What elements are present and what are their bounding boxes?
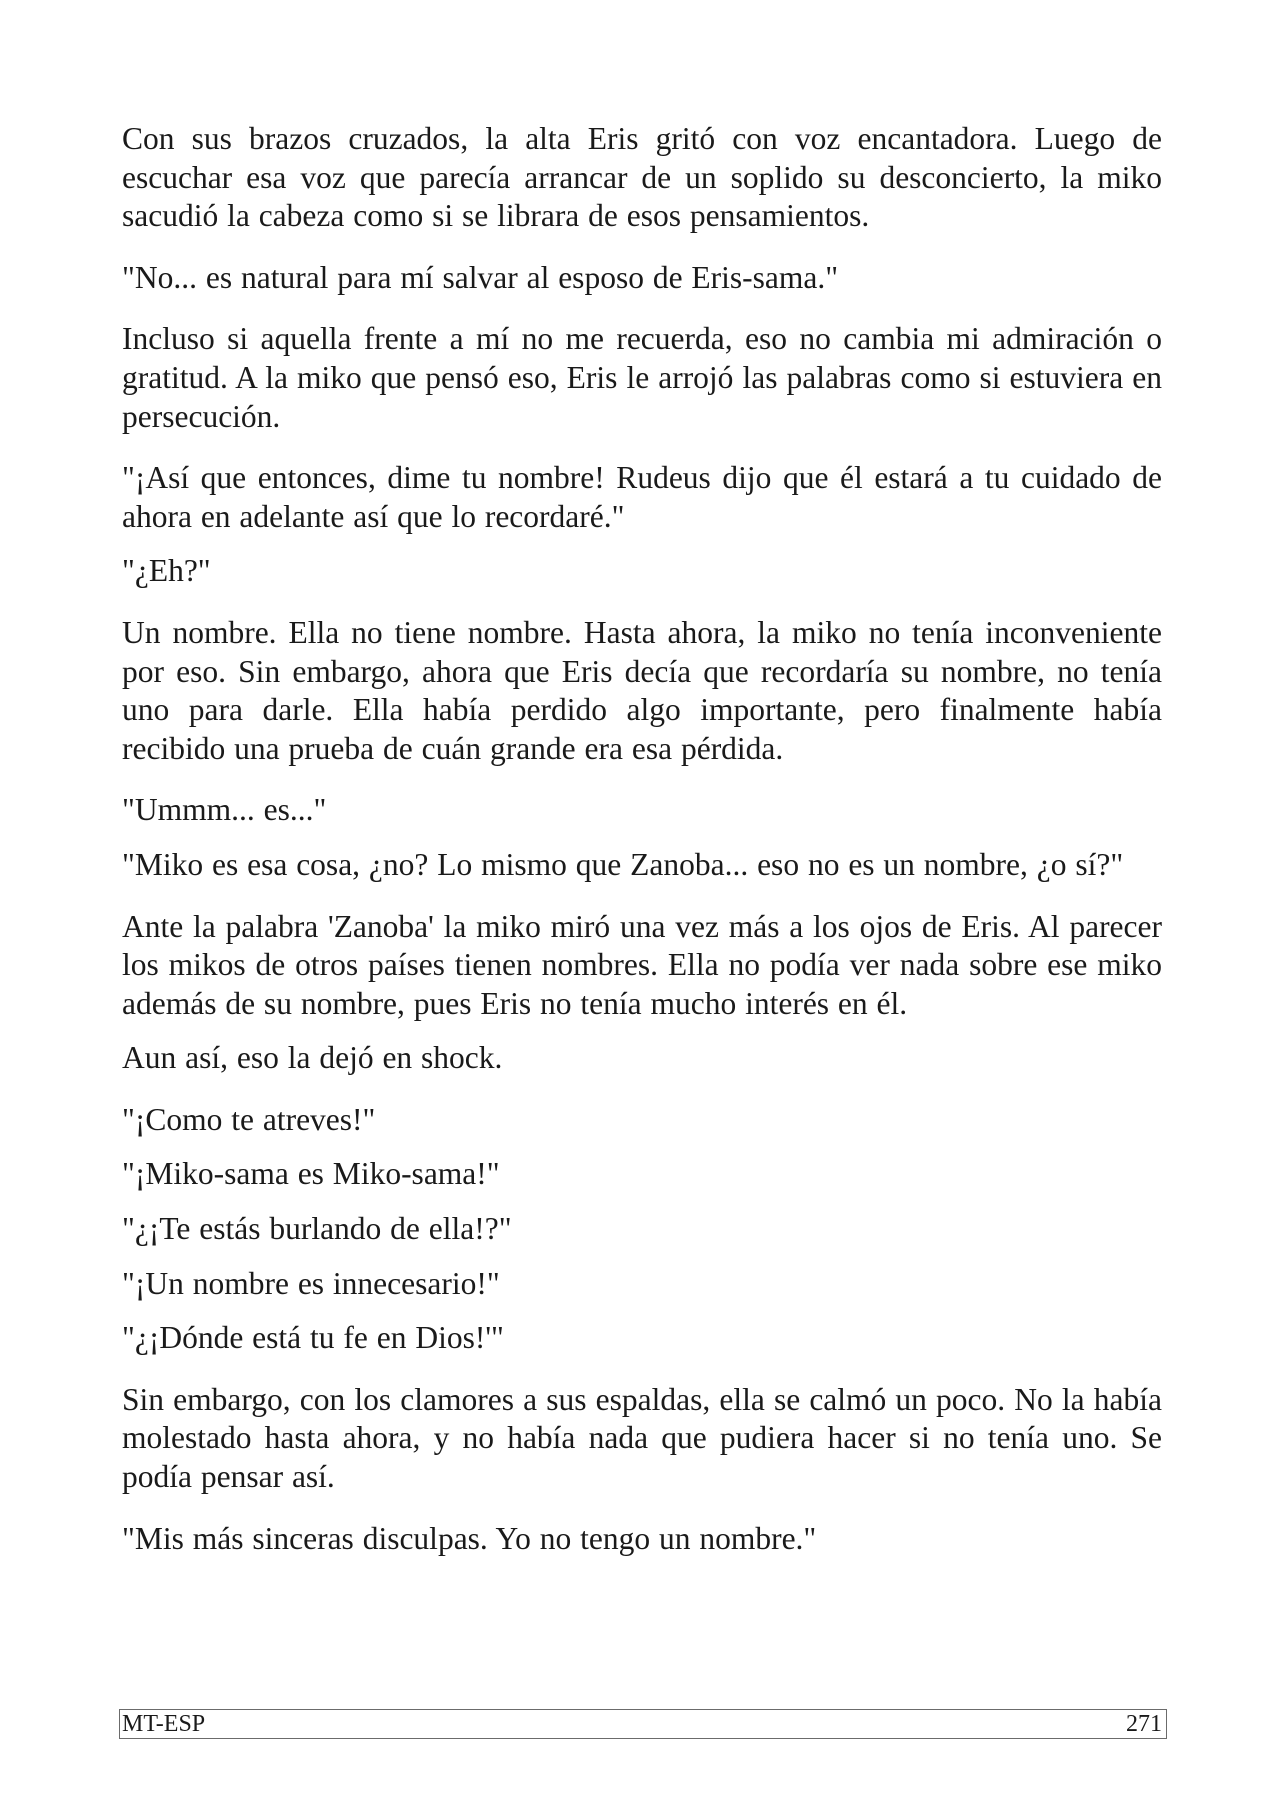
- paragraph-6: Un nombre. Ella no tiene nombre. Hasta ahora, la miko no tenía inconveniente por eso. Sin embargo, ahora que Eris decía que recordaría su nombre, no tenía uno para darle. Ella había perdido algo importante, pero finalmente había recibido una prueba de cuán grande era esa pérdida.: [122, 614, 1162, 766]
- paragraph-13: "¿¡Te estás burlando de ella!?": [122, 1211, 512, 1247]
- paragraph-8: "Miko es esa cosa, ¿no? Lo mismo que Zanoba... eso no es un nombre, ¿o sí?": [122, 846, 1124, 882]
- paragraph-4: "¡Así que entonces, dime tu nombre! Rudeus dijo que él estará a tu cuidado de ahora en adelante así que lo recordaré.": [122, 460, 1162, 534]
- paragraph-12: "¡Miko-sama es Miko-sama!": [122, 1156, 500, 1192]
- page-footer: [119, 1709, 1167, 1739]
- page-number: 271: [1126, 1711, 1162, 1737]
- paragraph-15: "¿¡Dónde está tu fe en Dios!'": [122, 1320, 504, 1356]
- footer-label: MT-ESP: [122, 1711, 206, 1737]
- paragraph-14: "¡Un nombre es innecesario!": [122, 1265, 500, 1301]
- paragraph-7: "Ummm... es...": [122, 792, 327, 828]
- paragraph-10: Aun así, eso la dejó en shock.: [122, 1040, 503, 1076]
- paragraph-16: Sin embargo, con los clamores a sus espaldas, ella se calmó un poco. No la había molestado hasta ahora, y no había nada que pudiera hacer si no tenía uno. Se podía pensar así.: [122, 1381, 1162, 1495]
- paragraph-9: Ante la palabra 'Zanoba' la miko miró una vez más a los ojos de Eris. Al parecer los mikos de otros países tienen nombres. Ella no podía ver nada sobre ese miko además de su nombre, pues Eris no tenía mucho interés en él.: [122, 908, 1162, 1021]
- page-body: [122, 120, 1162, 1581]
- paragraph-11: "¡Como te atreves!": [122, 1101, 376, 1137]
- paragraph-1: Con sus brazos cruzados, la alta Eris gritó con voz encantadora. Luego de escuchar esa voz que parecía arrancar de un soplido su desconcierto, la miko sacudió la cabeza como si se librara de esos pensamientos.: [122, 121, 1162, 234]
- paragraph-17: "Mis más sinceras disculpas. Yo no tengo un nombre.": [122, 1520, 817, 1556]
- paragraph-5: "¿Eh?": [122, 553, 211, 589]
- paragraph-2: "No... es natural para mí salvar al esposo de Eris-sama.": [122, 259, 839, 295]
- paragraph-3: Incluso si aquella frente a mí no me recuerda, eso no cambia mi admiración o gratitud. A la miko que pensó eso, Eris le arrojó las palabras como si estuviera en persecución.: [122, 321, 1162, 434]
